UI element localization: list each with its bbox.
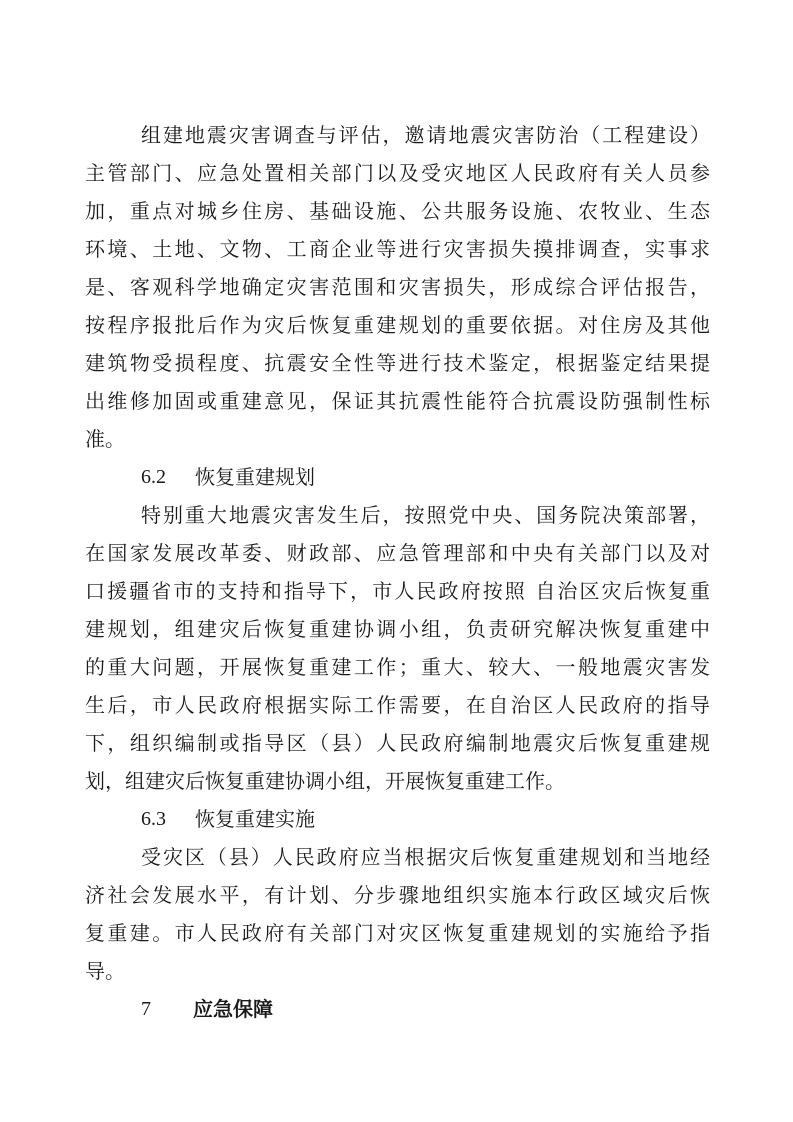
paragraph-line: 是、客观科学地确定灾害范围和灾害损失，形成综合评估报告， <box>85 275 710 299</box>
paragraph-line: 环境、土地、文物、工商企业等进行灾害损失摸排调查，实事求 <box>85 237 710 261</box>
section-number: 6.2 <box>141 466 166 488</box>
paragraph-line: 准。 <box>85 427 125 451</box>
paragraph-line: 复重建。市人民政府有关部门对灾区恢复重建规划的实施给予指 <box>85 921 710 945</box>
section-heading-7 <box>141 989 441 1029</box>
paragraph-line: 特别重大地震灾害发生后，按照党中央、国务院决策部署， <box>141 503 710 527</box>
paragraph-line: 出维修加固或重建意见，保证其抗震性能符合抗震设防强制性标 <box>85 389 710 413</box>
paragraph-line: 按程序报批后作为灾后恢复重建规划的重要依据。对住房及其他 <box>85 313 710 337</box>
paragraph-line: 口援疆省市的支持和指导下，市人民政府按照 自治区灾后恢复重 <box>85 579 710 603</box>
paragraph-line: 加，重点对城乡住房、基础设施、公共服务设施、农牧业、生态 <box>85 199 710 223</box>
paragraph-line: 受灾区（县）人民政府应当根据灾后恢复重建规划和当地经 <box>141 845 710 869</box>
section-heading-6-2 <box>141 457 441 497</box>
section-number: 6.3 <box>141 808 166 830</box>
paragraph-line: 组建地震灾害调查与评估，邀请地震灾害防治（工程建设） <box>141 123 710 147</box>
paragraph-line: 的重大问题，开展恢复重建工作；重大、较大、一般地震灾害发 <box>85 655 710 679</box>
section-title: 恢复重建规划 <box>195 465 315 489</box>
section-number: 7 <box>141 998 151 1020</box>
section-title: 应急保障 <box>193 997 273 1021</box>
paragraph-line: 下，组织编制或指导区（县）人民政府编制地震灾后恢复重建规 <box>85 731 710 755</box>
paragraph-line: 在国家发展改革委、财政部、应急管理部和中央有关部门以及对 <box>85 541 710 565</box>
paragraph-line: 建规划，组建灾后恢复重建协调小组，负责研究解决恢复重建中 <box>85 617 710 641</box>
paragraph-line: 济社会发展水平，有计划、分步骤地组织实施本行政区域灾后恢 <box>85 883 710 907</box>
section-title: 恢复重建实施 <box>195 807 315 831</box>
paragraph-line: 主管部门、应急处置相关部门以及受灾地区人民政府有关人员参 <box>85 161 710 185</box>
paragraph-line: 划，组建灾后恢复重建协调小组，开展恢复重建工作。 <box>85 769 565 793</box>
paragraph-line: 生后，市人民政府根据实际工作需要，在自治区人民政府的指导 <box>85 693 710 717</box>
paragraph-line: 导。 <box>85 959 125 983</box>
section-heading-6-3 <box>141 799 441 839</box>
paragraph-line: 建筑物受损程度、抗震安全性等进行技术鉴定，根据鉴定结果提 <box>85 351 710 375</box>
